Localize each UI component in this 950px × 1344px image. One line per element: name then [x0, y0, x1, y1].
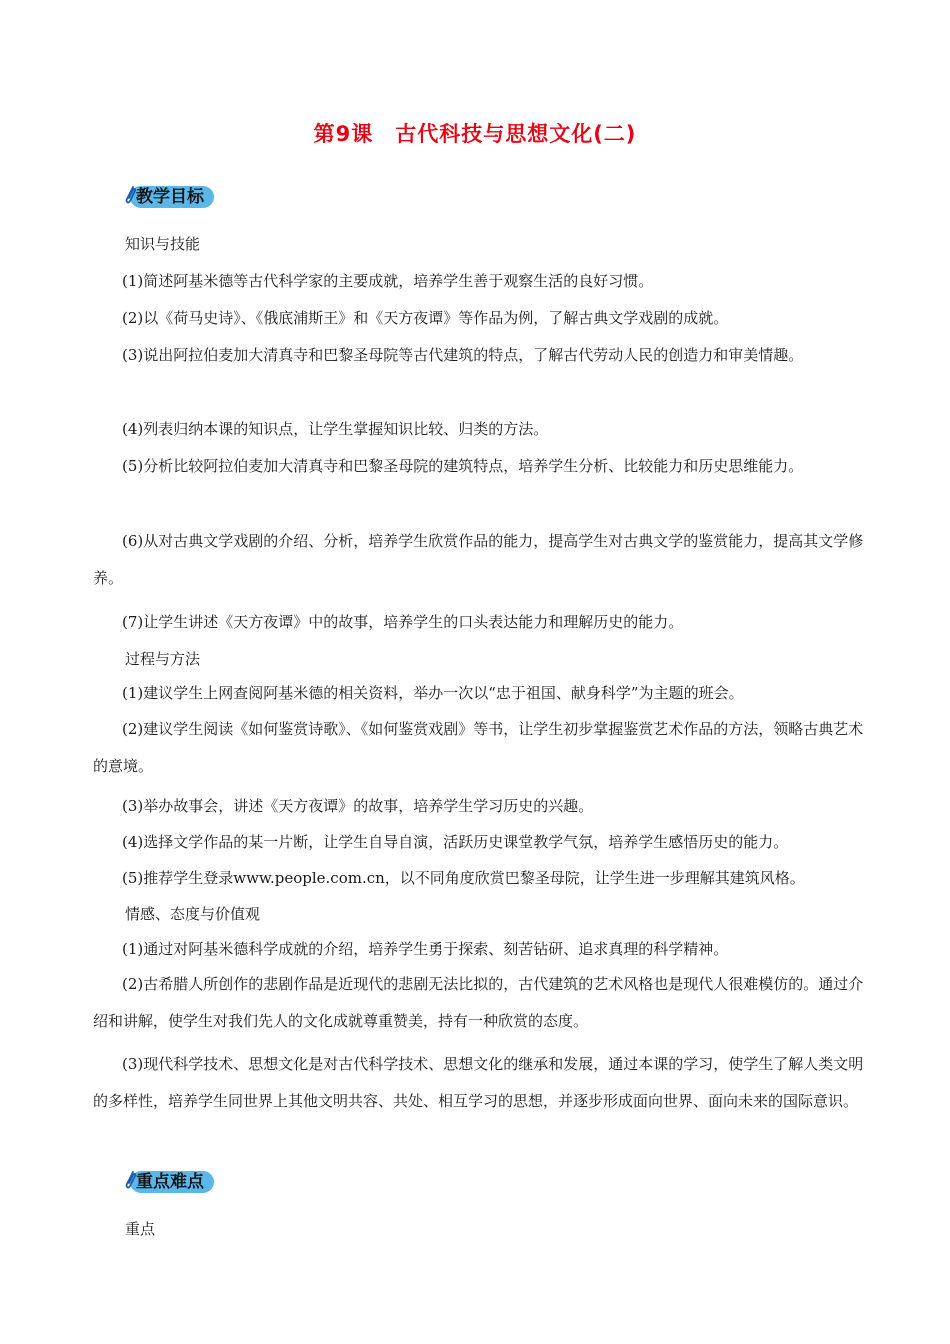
page-title: 第9课 古代科技与思想文化(二) — [313, 122, 637, 146]
section-badge-goals — [120, 183, 216, 211]
badge-label: 重点难点 — [136, 1172, 204, 1192]
process-item-4: (4)选择文学作品的某一片断，让学生自导自演，活跃历史课堂教学气氛，培养学生感悟历史的能力。 — [122, 833, 789, 851]
badge-label: 教学目标 — [136, 187, 204, 207]
section-badge-key — [120, 1168, 216, 1196]
process-item-3: (3)举办故事会，讲述《天方夜谭》的故事，培养学生学习历史的兴趣。 — [122, 797, 594, 815]
process-heading: 过程与方法 — [125, 650, 201, 668]
emotion-heading: 情感、态度与价值观 — [125, 905, 261, 923]
emotion-item-3: (3)现代科学技术、思想文化是对古代科学技术、思想文化的继承和发展，通过本课的学习，使学生了解人类文明的多样性，培养学生同世界上其他文明共容、共处、相互学习的思想，并逐步形成面向世界、面向未来的国际意识。 — [93, 1055, 864, 1110]
emotion-item-1: (1)通过对阿基米德科学成就的介绍，培养学生勇于探索、刻苦钻研、追求真理的科学精神。 — [122, 940, 729, 958]
knowledge-item-2: (2)以《荷马史诗》、《俄底浦斯王》和《天方夜谭》等作品为例，了解古典文学戏剧的成就。 — [122, 309, 729, 327]
process-item-1: (1)建议学生上网查阅阿基米德的相关资料，举办一次以“忠于祖国、献身科学”为主题的班会。 — [122, 684, 744, 702]
emotion-item-2: (2)古希腊人所创作的悲剧作品是近现代的悲剧无法比拟的，古代建筑的艺术风格也是现代人很难模仿的。通过介绍和讲解，使学生对我们先人的文化成就尊重赞美，持有一种欣赏的态度。 — [93, 975, 864, 1030]
knowledge-item-1: (1)简述阿基米德等古代科学家的主要成就，培养学生善于观察生活的良好习惯。 — [122, 272, 654, 290]
process-item-2: (2)建议学生阅读《如何鉴赏诗歌》、《如何鉴赏戏剧》等书，让学生初步掌握鉴赏艺术作品的方法，领略古典艺术的意境。 — [93, 720, 864, 775]
knowledge-item-5: (5)分析比较阿拉伯麦加大清真寺和巴黎圣母院的建筑特点，培养学生分析、比较能力和历史思维能力。 — [122, 457, 804, 475]
knowledge-item-6: (6)从对古典文学戏剧的介绍、分析，培养学生欣赏作品的能力，提高学生对古典文学的鉴赏能力，提高其文学修养。 — [93, 532, 864, 587]
knowledge-heading: 知识与技能 — [125, 235, 201, 253]
knowledge-item-4: (4)列表归纳本课的知识点，让学生掌握知识比较、归类的方法。 — [122, 420, 549, 438]
process-item-5: (5)推荐学生登录www.people.com.cn，以不同角度欣赏巴黎圣母院，让学生进一步理解其建筑风格。 — [122, 869, 805, 887]
knowledge-item-7: (7)让学生讲述《天方夜谭》中的故事，培养学生的口头表达能力和理解历史的能力。 — [122, 613, 684, 631]
key-heading: 重点 — [125, 1220, 156, 1238]
knowledge-item-3: (3)说出阿拉伯麦加大清真寺和巴黎圣母院等古代建筑的特点，了解古代劳动人民的创造力和审美情趣。 — [122, 346, 804, 364]
